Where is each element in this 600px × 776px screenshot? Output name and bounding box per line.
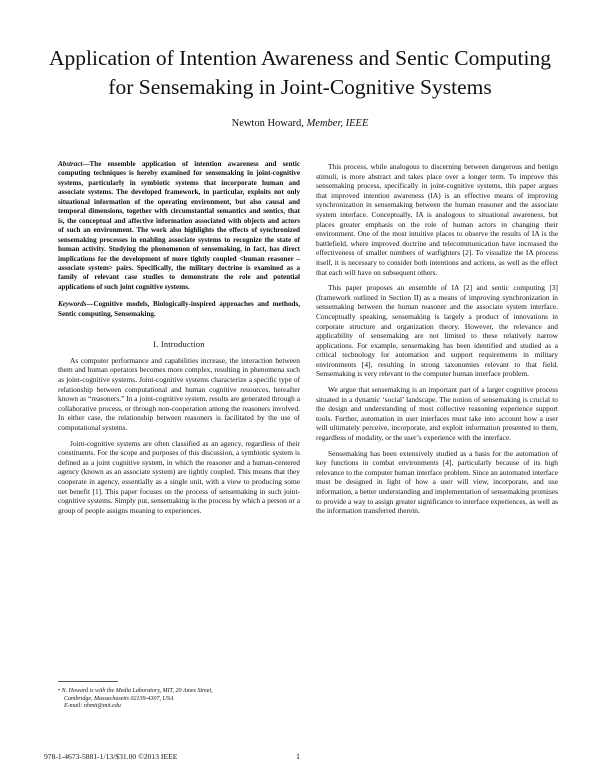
left-column (58, 160, 300, 521)
page-number: 1 (296, 752, 300, 761)
body-paragraph: Sensemaking has been extensively studied as a basis for the automation of key functions in combat environments [4], particularly because of its high relevance to the computer human interface problem. Since an automated interface must be designed in light of how a user will view, incorporate, and use information, a better understanding and implementation of sensemaking promises to provide a way to assign greater significance to interface experiences, as well as the information transferred therein. (316, 448, 558, 516)
footnote-line: • N. Howard is with the Media Laboratory, MIT, 20 Ames Street, (58, 688, 213, 694)
author-role: Member, IEEE (306, 118, 369, 129)
abstract-text: —The ensemble application of intention awareness and sentic computing techniques is hereby examined for sensemaking in joint-cognitive systems, particularly in symbiotic systems that incorporate human and associate systems. The developed framework, in particular, exploits not only situational information of the operating environment, but also causal and temporal dimensions, together with circumstantial semantics and sentics, that is, the conceptual and affective information associated with objects and actors of such an environment. The work also highlights the effects of synchronized sensemaking processes in enabling associate systems to recognize the state of human activity. Studying the phenomenon of sensemaking, in fact, has direct implications for the development of more tightly coupled <human reasoner – associate system> pairs. Specifically, the military doctrine is examined as a family of relevant case studies to demonstrate the role and potential applications of such joint cognitive systems. (58, 160, 300, 291)
keywords-text: —Cognitive models, Biologically-inspired approaches and methods, Sentic computing, Sensemaking. (58, 300, 300, 318)
footnote-line: Cambridge, Massachusetts 02139-4307, USA (64, 695, 174, 702)
paper-title (40, 44, 560, 102)
body-paragraph: We argue that sensemaking is an important part of a larger cognitive process situated in a dynamic ‘social’ landscape. The notion of sensemaking is crucial to the design and understanding of most collective reasoning experience support tools. Further, automation in user interfaces must take into account how a user will ultimately perceive, incorporate, and exploit information presented to them, regardless of modality, or the user’s experience with the interface. (316, 385, 558, 443)
body-paragraph: This process, while analogous to discerning between dangerous and benign stimuli, is more abstract and takes place over a longer term. To improve this sensemaking process, specifically in joint-cognitive systems, this paper argues that improved intention awareness (IA) is an effective means of improving synchronization in sensemaking between the human reasoner and the associate system interface. Conceptually, IA is analogous to situational awareness, but places greater emphasis on the role of human actors in changing their environment. One of the most intuitive places to observe the results of IA is the battlefield, where improved doctrine and telecommunication have increased the effectiveness of smaller numbers of warfighters [2]. To visualize the IA process itself, it is necessary to consider both intentions and actions, as well as the effect that each will have on subsequent others. (316, 162, 558, 277)
keywords (58, 300, 300, 319)
footer-isbn: 978-1-4673-5881-1/13/$31.00 ©2013 IEEE (44, 752, 178, 761)
keywords-label: Keywords (58, 300, 87, 309)
abstract-label: Abstract (58, 160, 83, 168)
title-line-2: for Sensemaking in Joint-Cognitive Systems (108, 75, 492, 99)
right-column (316, 162, 558, 522)
author-footnote (58, 688, 290, 711)
title-line-1: Application of Intention Awareness and Sentic Computing (49, 46, 551, 70)
body-paragraph: Joint-cognitive systems are often classified as an agency, regardless of their constituents. For the scope and purposes of this discussion, a symbiotic system is defined as a joint cognitive system, in which the reasoner and a human-centered agency (known as an associate system) are tightly coupled. This means that they cooperate in agency, essentially as a single unit, with a view to producing some net benefit [1]. This paper focuses on the process of sensemaking in such joint-cognitive systems. Simply put, sensemaking is the process by which a person or a group of people assigns meaning to experiences. (58, 438, 300, 515)
body-paragraph: As computer performance and capabilities increase, the interaction between them and human operators becomes more complex, resulting in phenomena such as joint-cognitive systems. Joint-cognitive systems characterize a specific type of relationship between computational and human cognitive resources, hereafter known as “reasoners.” In a joint-cognitive system, results are generated through a collaborative process, or through non-cooperation among the reasoners involved. In either case, the relationship between reasoners is facilitated by the use of computational systems. (58, 355, 300, 432)
author-name: Newton Howard, (231, 118, 304, 129)
section-heading-introduction: I. Introduction (153, 340, 205, 350)
footnote-divider (58, 681, 118, 682)
body-paragraph: This paper proposes an ensemble of IA [2] and sentic computing [3] (framework outlined in Section II) as a means of improving synchronization in sensemaking between the human reasoner and the associate system interface. Conceptually speaking, sensemaking is largely a product of innovations in corporate structure and organization theory. However, the relevance and applicability of sensemaking are not limited to these relatively narrow applications. For example, sensemaking has been identified and studied as a critical technology for automation and support requirements in military environments [4], resulting in strong taxonomies relevant to that field. Sensemaking is very relevant to the computer human interface problem. (316, 283, 558, 379)
author-line (0, 118, 600, 129)
footnote-line: E-mail: nhmit@mit.edu (64, 703, 121, 710)
abstract (58, 160, 300, 292)
